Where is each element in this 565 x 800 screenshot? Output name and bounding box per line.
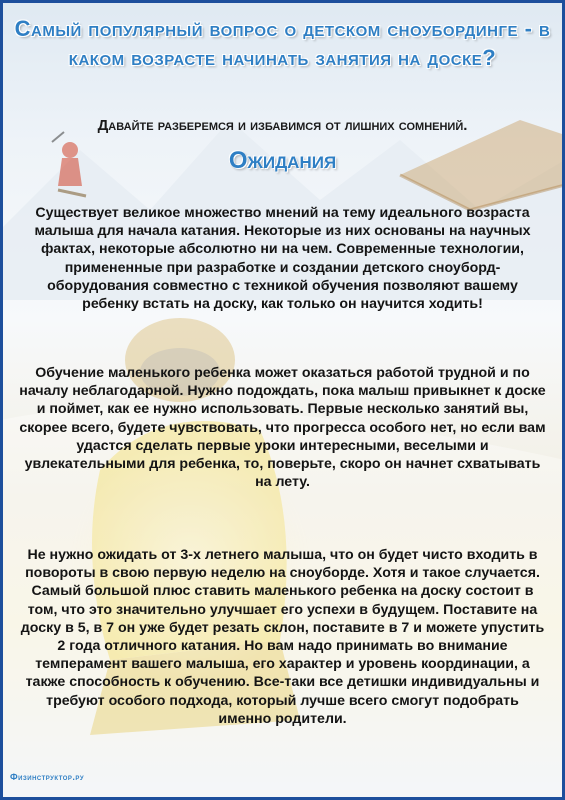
poster-title: Самый популярный вопрос о детском сноубординге - в каком возрасте начинать занятия на доске? — [14, 16, 551, 70]
paragraph-2: Обучение маленького ребенка может оказаться работой трудной и по началу неблагодарной. Нужно подождать, пока малыш привыкнет к доске и поймет, как ее нужно использовать. Первые несколько занятий вы, скорее всего, будете чувствовать, что прогресса особого нет, но если вам удастся сделать первые уроки интересными, веселыми и увлекательными для ребенка, то, поверьте, скоро он начнет схватывать на лету. — [19, 365, 546, 491]
section-heading: Ожидания — [228, 147, 337, 174]
footer-site-label: Физинструктор.ру — [10, 772, 85, 782]
poster-subtitle: Давайте разберемся и избавимся от лишних сомнений. — [97, 117, 468, 134]
paragraph-1: Существует великое множество мнений на тему идеального возраста малыша для начала катания. Некоторые из них основаны на научных фактах, некоторые абсолютно ни на чем. Современные технологии, примененные при разработке и создании детского сноуборд- оборудования совместно с техникой обучения позволяют вашему ребенку встать на доску, как только он научится ходить! — [34, 205, 531, 313]
paragraph-3: Не нужно ожидать от 3-х летнего малыша, что он будет чисто входить в повороты в свою первую неделю на сноуборде. Хотя и такое случается. Самый большой плюс ставить маленького ребенка на доску состоит в том, что это значительно улучшает его успехи в будущем. Поставите на доску в 5, в 7 он уже будет резать склон, поставите в 7 и можете упустить 2 года отличного катания. Но вам надо принимать во внимание темперамент вашего малыша, его характер и уровень координации, а также способность к обучению. Все-таки все детишки индивидуальны и требуют особого подхода, который лучше всего смогут подобрать именно родители. — [20, 547, 545, 727]
